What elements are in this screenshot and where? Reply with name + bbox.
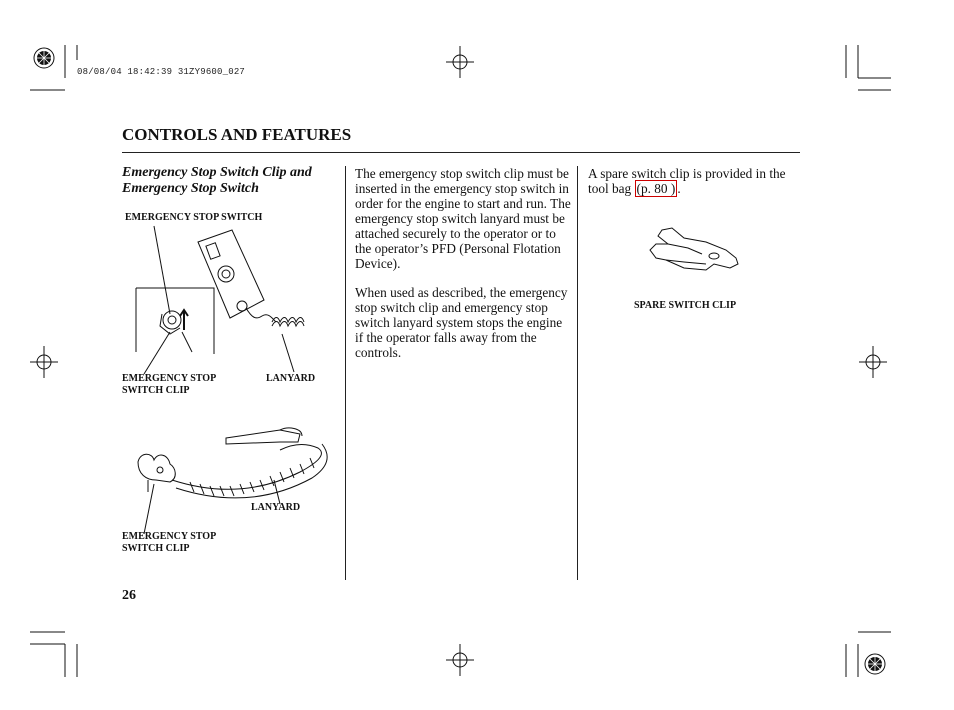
page-reference-link[interactable]: (p. 80 ) (636, 181, 676, 196)
section-heading-line2: Emergency Stop Switch (122, 181, 259, 196)
column-3-text (588, 166, 800, 196)
label-clip2-line2: SWITCH CLIP (122, 543, 190, 554)
label-lanyard-2: LANYARD (251, 502, 301, 513)
column-divider-1 (345, 166, 346, 580)
section-heading (122, 165, 340, 197)
print-timestamp: 08/08/04 18:42:39 31ZY9600_027 (77, 67, 246, 77)
spare-clip-text: A spare switch clip is provided in the tool bag (588, 166, 786, 196)
column-2-text (355, 166, 571, 374)
switch-clip-lanyard-illustration (130, 422, 340, 542)
label-clip2-line1: EMERGENCY STOP (122, 531, 217, 542)
label-lanyard-1: LANYARD (266, 373, 316, 384)
column-divider-2 (577, 166, 578, 580)
section-heading-line1: Emergency Stop Switch Clip and (122, 165, 312, 180)
label-emergency-stop-switch-clip-1 (122, 373, 216, 397)
paragraph-system-function: When used as described, the emergency stop switch clip and emergency stop switch lanyard system stops the engine if the operator falls away from the controls. (355, 285, 568, 360)
label-spare-switch-clip: SPARE SWITCH CLIP (634, 300, 737, 311)
label-emergency-stop-switch-clip-2 (122, 531, 216, 555)
spare-switch-clip-illustration (644, 224, 744, 284)
spare-clip-text-end: . (677, 181, 681, 196)
label-clip-line2: SWITCH CLIP (122, 385, 190, 396)
label-clip-line1: EMERGENCY STOP (122, 373, 217, 384)
title-rule (122, 152, 800, 153)
paragraph-clip-insertion: The emergency stop switch clip must be inserted in the emergency stop switch in order for the engine to start and run. The emergency stop switch lanyard must be attached securely to the operator or to the operator’s PFD (Personal Flotation Device). (355, 166, 571, 271)
label-emergency-stop-switch: EMERGENCY STOP SWITCH (125, 212, 263, 223)
emergency-stop-switch-illustration (122, 222, 342, 382)
page-number: 26 (122, 588, 136, 603)
page-title: CONTROLS AND FEATURES (122, 125, 352, 144)
